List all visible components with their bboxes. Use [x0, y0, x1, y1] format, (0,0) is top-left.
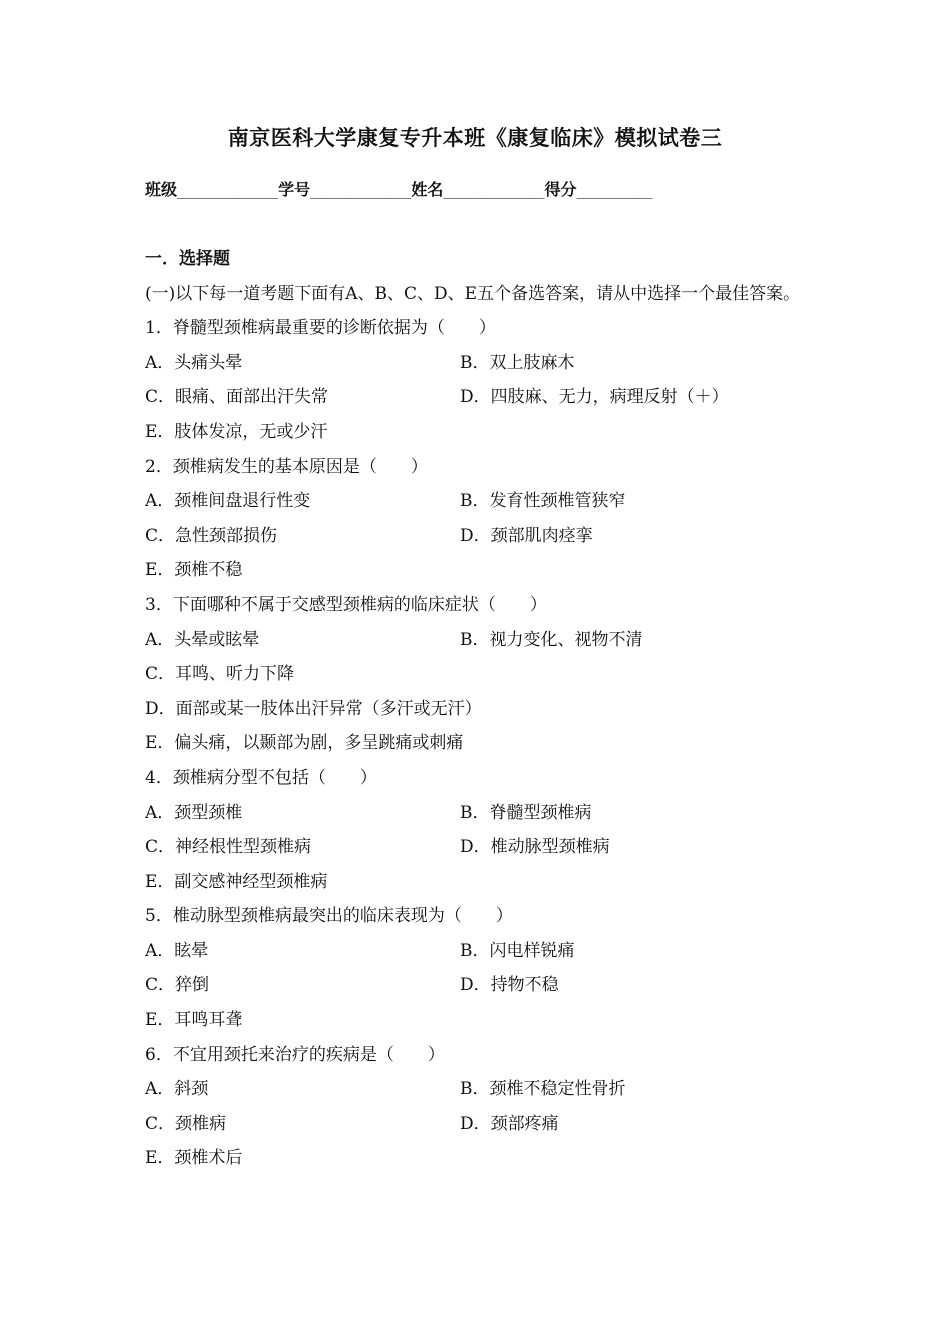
question-stem: 5．椎动脉型颈椎病最突出的临床表现为（ ） — [145, 906, 513, 927]
option-row — [145, 346, 815, 381]
option-d: D．颈部疼痛 — [460, 1113, 559, 1134]
score-blank: _________ — [576, 183, 653, 199]
option-row — [145, 380, 815, 415]
exam-content — [145, 242, 815, 1176]
option-a: A．眩晕 — [145, 940, 209, 961]
option-a: A．斜颈 — [145, 1079, 209, 1100]
question-stem: 4．颈椎病分型不包括（ ） — [145, 767, 377, 788]
option-b: B．双上肢麻木 — [460, 352, 575, 373]
option-d: D．椎动脉型颈椎病 — [460, 837, 610, 858]
option-e: E．肢体发凉，无或少汗 — [145, 421, 328, 442]
option-e: E．颈椎不稳 — [145, 560, 243, 581]
option-c: C．眼痛、面部出汗失常 — [145, 387, 329, 408]
option-e: E．颈椎术后 — [145, 1148, 243, 1169]
section-instruction: (一)以下每一道考题下面有A、B、C、D、E五个备选答案，请从中选择一个最佳答案。 — [145, 283, 801, 304]
option-row — [145, 968, 815, 1003]
option-b: B．发育性颈椎管狭窄 — [460, 491, 626, 512]
option-c: C．急性颈部损伤 — [145, 525, 278, 546]
name-blank: ____________ — [443, 183, 545, 199]
question-stem: 3．下面哪种不属于交感型颈椎病的临床症状（ ） — [145, 594, 547, 615]
option-d: D．颈部肌肉痉挛 — [460, 525, 593, 546]
option-row — [145, 1107, 815, 1142]
option-b: B．闪电样锐痛 — [460, 940, 575, 961]
option-row — [145, 484, 815, 519]
option-e: E．副交感神经型颈椎病 — [145, 871, 328, 892]
option-e: E．偏头痛，以颞部为剧，多呈跳痛或刺痛 — [145, 733, 464, 754]
student-id-label: 学号 — [278, 180, 311, 199]
option-row — [145, 519, 815, 554]
option-row — [145, 934, 815, 969]
option-d: D．持物不稳 — [460, 975, 559, 996]
option-b: B．视力变化、视物不清 — [460, 629, 643, 650]
question-stem: 1．脊髓型颈椎病最重要的诊断依据为（ ） — [145, 318, 496, 339]
name-label: 姓名 — [411, 180, 444, 199]
score-label: 得分 — [544, 180, 577, 199]
option-b: B．颈椎不稳定性骨折 — [460, 1079, 626, 1100]
option-d: D．四肢麻、无力，病理反射（＋） — [460, 387, 729, 408]
option-a: A．颈椎间盘退行性变 — [145, 491, 311, 512]
question-stem: 2．颈椎病发生的基本原因是（ ） — [145, 456, 428, 477]
exam-title: 南京医科大学康复专升本班《康复临床》模拟试卷三 — [227, 125, 723, 150]
option-row — [145, 1072, 815, 1107]
student-id-blank: ____________ — [310, 183, 412, 199]
option-c: C．耳鸣、听力下降 — [145, 664, 295, 685]
section-heading: 一．选择题 — [145, 249, 230, 269]
class-label: 班级 — [145, 180, 178, 199]
option-c: C．神经根性型颈椎病 — [145, 837, 312, 858]
class-blank: ____________ — [177, 183, 279, 199]
option-row — [145, 830, 815, 865]
option-e: E．耳鸣耳聋 — [145, 1010, 243, 1031]
option-b: B．脊髓型颈椎病 — [460, 802, 592, 823]
option-row — [145, 796, 815, 831]
option-c: C．猝倒 — [145, 975, 210, 996]
option-a: A．颈型颈椎 — [145, 802, 243, 823]
option-a: A．头晕或眩晕 — [145, 629, 260, 650]
option-d: D．面部或某一肢体出汗异常（多汗或无汗） — [145, 698, 482, 719]
option-c: C．颈椎病 — [145, 1113, 227, 1134]
option-row — [145, 623, 815, 658]
option-a: A．头痛头晕 — [145, 352, 243, 373]
student-info-line — [145, 177, 652, 200]
question-stem: 6．不宜用颈托来治疗的疾病是（ ） — [145, 1044, 445, 1065]
